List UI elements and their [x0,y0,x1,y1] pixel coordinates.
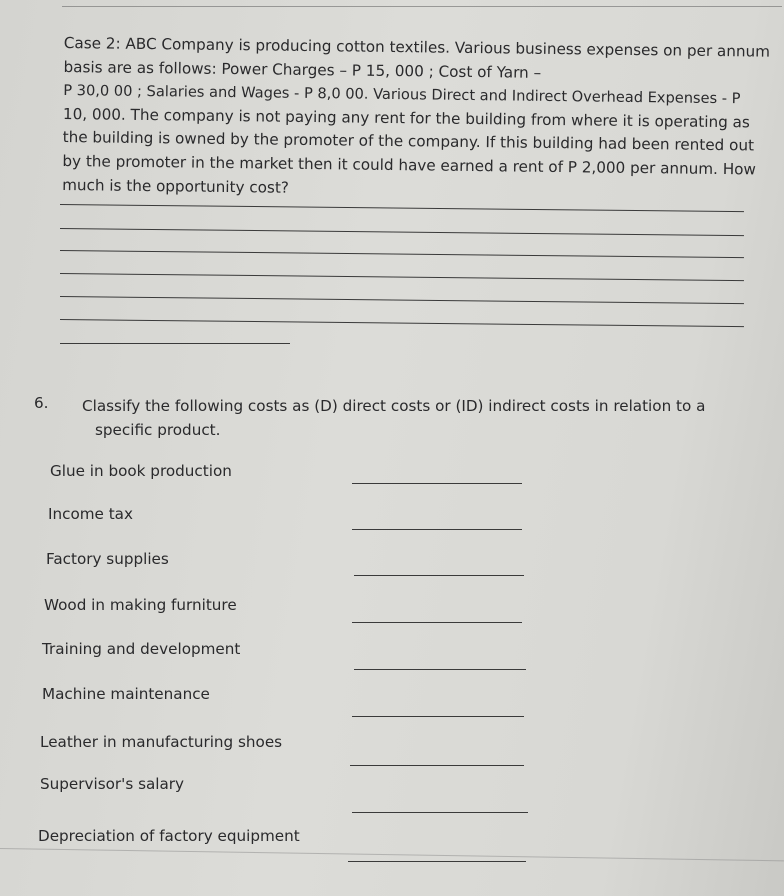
answer-line[interactable] [60,250,744,258]
cost-item-label: Wood in making furniture [44,596,237,614]
case2-line: by the promoter in the market then it could have earned a rent of P 2,000 per annum. How [62,151,757,179]
cost-item-label: Glue in book production [50,462,232,480]
case2-line: much is the opportunity cost? [62,175,290,197]
cost-item-answer-blank[interactable] [352,529,522,530]
cost-item-answer-blank[interactable] [350,765,524,766]
cost-item-label: Factory supplies [46,550,169,568]
case2-line: 10, 000. The company is not paying any rent for the building from where it is operating as [62,104,750,132]
cost-item-label: Income tax [48,505,133,523]
case2-line: Case 2: ABC Company is producing cotton textiles. Various business expenses on per annum [63,33,771,61]
case2-line: basis are as follows: Power Charges – P 15, 000 ; Cost of Yarn – [63,57,542,82]
bottom-rule [0,848,784,861]
answer-line[interactable] [60,343,290,344]
cost-item-label: Training and development [42,640,241,658]
question6-instruction [82,394,722,442]
cost-item-answer-blank[interactable] [354,575,524,576]
cost-item-label: Supervisor's salary [40,775,185,793]
question6-line2: specific product. [95,421,221,439]
top-rule [62,6,782,7]
cost-item-answer-blank[interactable] [352,483,522,484]
answer-line[interactable] [60,296,744,304]
cost-item-answer-blank[interactable] [354,669,526,670]
cost-item-answer-blank[interactable] [352,812,528,813]
case2-paragraph [62,32,771,206]
cost-item-answer-blank[interactable] [352,716,524,717]
cost-item-label: Leather in manufacturing shoes [40,733,283,751]
question6-line1: Classify the following costs as (D) direct costs or (ID) indirect costs in relation to a [82,397,706,415]
cost-item-answer-blank[interactable] [352,622,522,623]
answer-line[interactable] [60,204,744,212]
question6-number: 6. [34,394,49,412]
cost-item-label: Machine maintenance [42,685,210,703]
cost-item-answer-blank[interactable] [348,861,526,862]
answer-line[interactable] [60,319,744,327]
answer-line[interactable] [60,228,744,236]
answer-line[interactable] [60,273,744,281]
cost-item-label: Depreciation of factory equipment [38,827,300,845]
case2-line: P 30,0 00 ; Salaries and Wages - P 8,0 00. Various Direct and Indirect Overhead Expenses - P [63,82,741,108]
case2-line: the building is owned by the promoter of the company. If this building had been rented out [62,128,755,155]
